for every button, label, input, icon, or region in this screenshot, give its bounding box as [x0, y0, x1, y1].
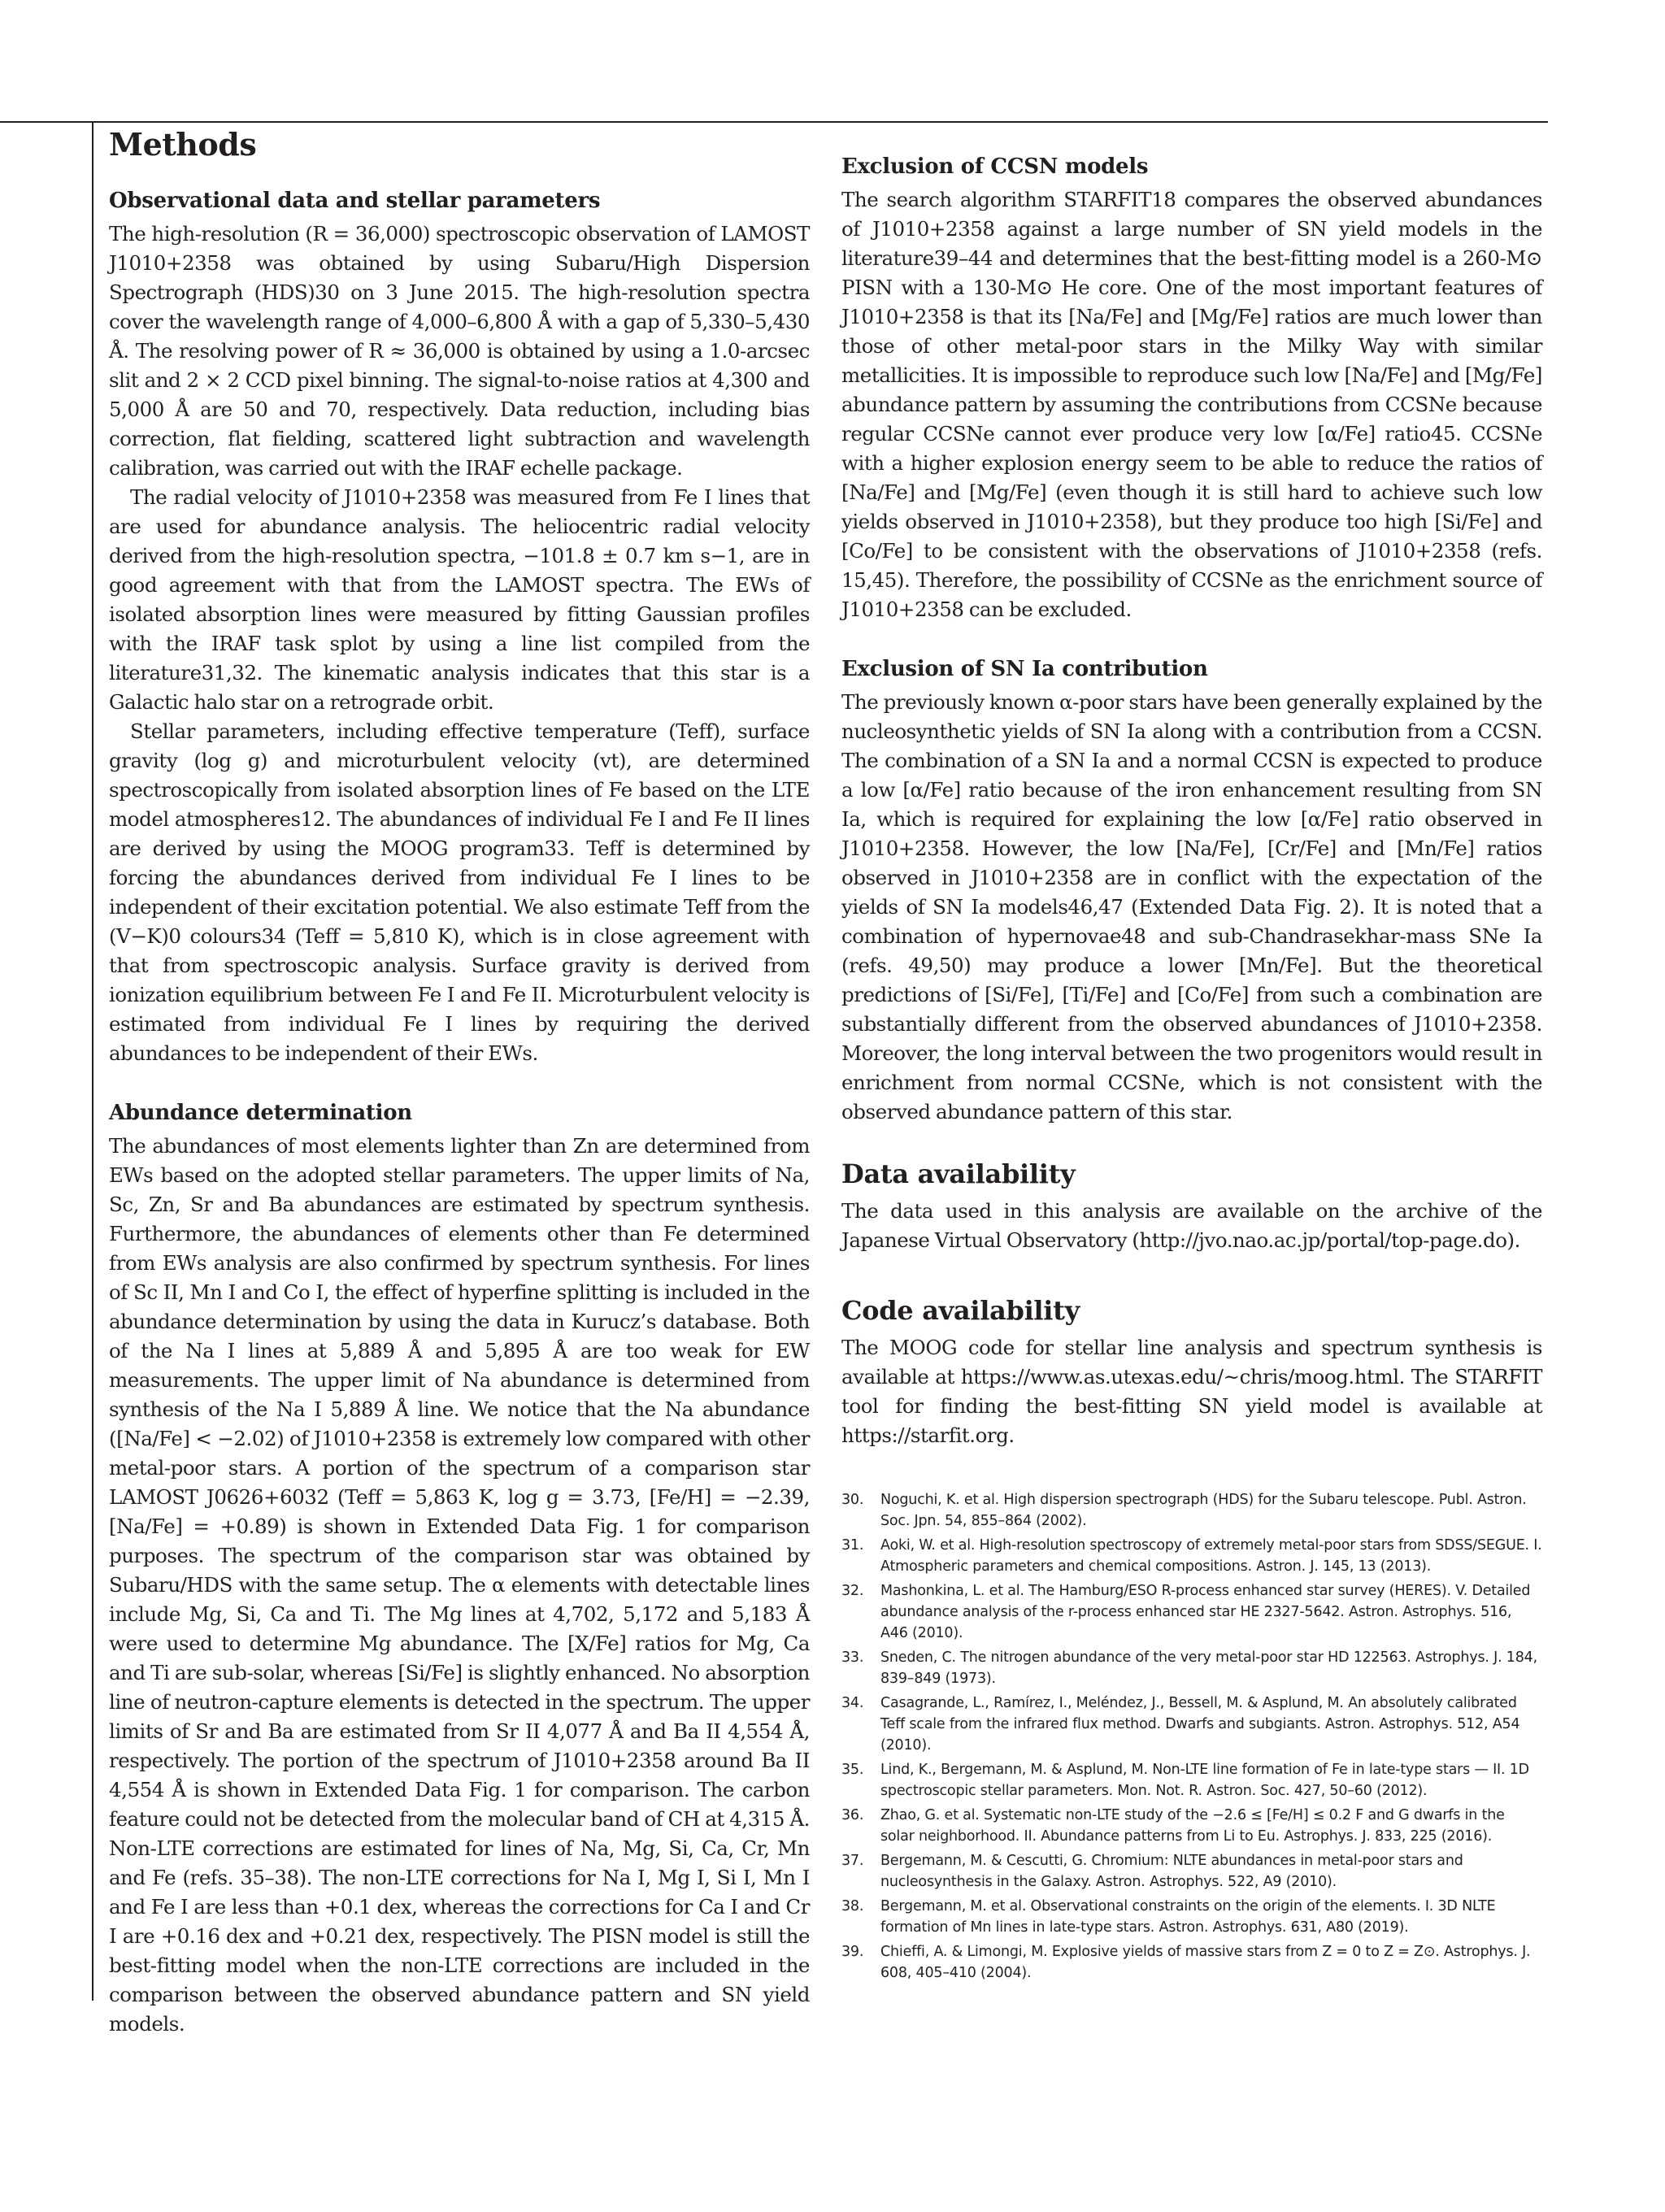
- reference-text: Bergemann, M. et al. Observational constraints on the origin of the elements. I. 3D NLTE formation of Mn lines in late-type stars. Astron. Astrophys. 631, A80 (2019).: [880, 1898, 1496, 1936]
- reference-number: 37.: [841, 1853, 864, 1869]
- paragraph: Stellar parameters, including effective temperature (Teff), surface gravity (log g) and microturbulent velocity (vt), are determined spectroscopically from isolated absorption lines of Fe based on the LTE model atmospheres12. The abundances of individual Fe I and Fe II lines are derived by using the MOOG program33. Teff is determined by forcing the abundances derived from individual Fe I lines to be independent of their excitation potential. We also estimate Teff from the (V−K)0 colours34 (Teff = 5,810 K), which is in close agreement with that from spectroscopic analysis. Surface gravity is derived from ionization equilibrium between Fe I and Fe II. Microturbulent velocity is estimated from individual Fe I lines by requiring the derived abundances to be independent of their EWs.: [109, 719, 810, 1065]
- left-column: [109, 122, 810, 2070]
- reference-text: Zhao, G. et al. Systematic non-LTE study of the −2.6 ≤ [Fe/H] ≤ 0.2 F and G dwarfs in the solar neighborhood. II. Abundance patterns from Li to Eu. Astrophys. J. 833, 225 (2016).: [880, 1807, 1505, 1845]
- reference-item: [841, 1647, 1542, 1689]
- right-column: [841, 153, 1542, 1987]
- reference-item: [841, 1535, 1542, 1577]
- section-heading: Observational data and stellar parameters: [109, 189, 601, 213]
- margin-rule: [92, 123, 93, 2001]
- reference-list: [841, 1489, 1542, 1984]
- reference-number: 34.: [841, 1695, 864, 1711]
- reference-item: [841, 1580, 1542, 1644]
- reference-text: Sneden, C. The nitrogen abundance of the very metal-poor star HD 122563. Astrophys. J. 184, 839–849 (1973).: [880, 1649, 1537, 1687]
- reference-number: 39.: [841, 1944, 864, 1960]
- paragraph: The previously known α-poor stars have been generally explained by the nucleosynthetic yields of SN Ia along with a contribution from a CCSN. The combination of a SN Ia and a normal CCSN is expected to produce a low [α/Fe] ratio because of the iron enhancement resulting from SN Ia, which is required for explaining the low [α/Fe] ratio observed in J1010+2358. However, the low [Na/Fe], [Cr/Fe] and [Mn/Fe] ratios observed in J1010+2358 are in conflict with the expectation of the yields of SN Ia models46,47 (Extended Data Fig. 2). It is noted that a combination of hypernovae48 and sub-Chandrasekhar-mass SNe Ia (refs. 49,50) may produce a lower [Mn/Fe]. But the theoretical predictions of [Si/Fe], [Ti/Fe] and [Co/Fe] from such a combination are substantially different from the observed abundances of J1010+2358. Moreover, the long interval between the two progenitors would result in enrichment from normal CCSNe, which is not consistent with the observed abundance pattern of this star.: [841, 690, 1542, 1123]
- page-title: Methods: [109, 126, 257, 163]
- section-exclusion-sn-ia: [841, 655, 1542, 1127]
- reference-number: 36.: [841, 1807, 864, 1823]
- reference-text: Lind, K., Bergemann, M. & Asplund, M. Non-LTE line formation of Fe in late-type stars — II. 1D spectroscopic stellar parameters. Mon. Not. R. Astron. Soc. 427, 50–60 (2012).: [880, 1762, 1529, 1799]
- paragraph: The search algorithm STARFIT18 compares the observed abundances of J1010+2358 against a large number of SN yield models in the literature39–44 and determines that the best-fitting model is a 260-M⊙ PISN with a 130-M⊙ He core. One of the most important features of J1010+2358 is that its [Na/Fe] and [Mg/Fe] ratios are much lower than those of other metal-poor stars in the Milky Way with similar metallicities. It is impossible to reproduce such low [Na/Fe] and [Mg/Fe] abundance pattern by assuming the contributions from CCSNe because regular CCSNe cannot ever produce very low [α/Fe] ratio45. CCSNe with a higher explosion energy seem to be able to reduce the ratios of [Na/Fe] and [Mg/Fe] (even though it is still hard to achieve such low yields observed in J1010+2358), but they produce too high [Si/Fe] and [Co/Fe] to be consistent with the observations of J1010+2358 (refs. 15,45). Therefore, the possibility of CCSNe as the enrichment source of J1010+2358 can be excluded.: [841, 188, 1542, 621]
- paragraph: The abundances of most elements lighter than Zn are determined from EWs based on the adopted stellar parameters. The upper limits of Na, Sc, Zn, Sr and Ba abundances are estimated by spectrum synthesis. Furthermore, the abundances of elements other than Fe determined from EWs analysis are also confirmed by spectrum synthesis. For lines of Sc II, Mn I and Co I, the effect of hyperfine splitting is included in the abundance determination by using the data in Kurucz’s database. Both of the Na I lines at 5,889 Å and 5,895 Å are too weak for EW measurements. The upper limit of Na abundance is determined from synthesis of the Na I 5,889 Å line. We notice that the Na abundance ([Na/Fe] < −2.02) of J1010+2358 is extremely low compared with other metal-poor stars. A portion of the spectrum of a comparison star LAMOST J0626+6032 (Teff = 5,863 K, log g = 3.73, [Fe/H] = −2.39, [Na/Fe] = +0.89) is shown in Extended Data Fig. 1 for comparison purposes. The spectrum of the comparison star was obtained by Subaru/HDS with the same setup. The α elements with detectable lines include Mg, Si, Ca and Ti. The Mg lines at 4,702, 5,172 and 5,183 Å were used to determine Mg abundance. The [X/Fe] ratios for Mg, Ca and Ti are sub-solar, whereas [Si/Fe] is slightly enhanced. No absorption line of neutron-capture elements is detected in the spectrum. The upper limits of Sr and Ba are estimated from Sr II 4,077 Å and Ba II 4,554 Å, respectively. The portion of the spectrum of J1010+2358 around Ba II 4,554 Å is shown in Extended Data Fig. 1 for comparison. The carbon feature could not be detected from the molecular band of CH at 4,315 Å. Non-LTE corrections are estimated for lines of Na, Mg, Si, Ca, Cr, Mn and Fe (refs. 35–38). The non-LTE corrections for Na I, Mg I, Si I, Mn I and Fe I are less than +0.1 dex, whereas the corrections for Ca I and Cr I are +0.16 dex and +0.21 dex, respectively. The PISN model is still the best-fitting model when the non-LTE corrections are included in the comparison between the observed abundance pattern and SN yield models.: [109, 1134, 810, 2036]
- reference-item: [841, 1759, 1542, 1801]
- section-heading: Code availability: [841, 1295, 1080, 1326]
- reference-item: [841, 1896, 1542, 1938]
- reference-number: 32.: [841, 1583, 864, 1599]
- reference-text: Noguchi, K. et al. High dispersion spectrograph (HDS) for the Subaru telescope. Publ. Astron. Soc. Jpn. 54, 855–864 (2002).: [880, 1492, 1527, 1529]
- paragraph: The MOOG code for stellar line analysis and spectrum synthesis is available at https://www.as.utexas.edu/~chris/moog.html. The STARFIT tool for finding the best-fitting SN yield model is available at https://starfit.org.: [841, 1336, 1542, 1447]
- reference-item: [841, 1941, 1542, 1984]
- section-heading: Data availability: [841, 1158, 1076, 1189]
- paragraph: The high-resolution (R = 36,000) spectroscopic observation of LAMOST J1010+2358 was obtained by using Subaru/High Dispersion Spectrograph (HDS)30 on 3 June 2015. The high-resolution spectra cover the wavelength range of 4,000–6,800 Å with a gap of 5,330–5,430 Å. The resolving power of R ≈ 36,000 is obtained by using a 1.0-arcsec slit and 2 × 2 CCD pixel binning. The signal-to-noise ratios at 4,300 and 5,000 Å are 50 and 70, respectively. Data reduction, including bias correction, flat fielding, scattered light subtraction and wavelength calibration, was carried out with the IRAF echelle package.: [109, 222, 810, 480]
- paragraph: The data used in this analysis are available on the archive of the Japanese Virtual Observatory (http://jvo.nao.ac.jp/portal/top-page.do).: [841, 1199, 1542, 1252]
- section-heading: Abundance determination: [109, 1101, 412, 1125]
- reference-item: [841, 1489, 1542, 1532]
- reference-number: 30.: [841, 1492, 864, 1508]
- reference-number: 33.: [841, 1649, 864, 1666]
- section-heading: Exclusion of CCSN models: [841, 154, 1149, 179]
- reference-number: 31.: [841, 1537, 864, 1554]
- section-code-availability: [841, 1294, 1542, 1450]
- section-observational-data: [109, 187, 810, 1068]
- reference-text: Chieffi, A. & Limongi, M. Explosive yields of massive stars from Z = 0 to Z = Z⊙. Astrophys. J. 608, 405–410 (2004).: [880, 1944, 1531, 1981]
- section-heading: Exclusion of SN Ia contribution: [841, 657, 1208, 681]
- reference-text: Casagrande, L., Ramírez, I., Meléndez, J., Bessell, M. & Asplund, M. An absolutely calibrated Teff scale from the infrared flux method. Dwarfs and subgiants. Astron. Astrophys. 512, A54 (2010).: [880, 1695, 1520, 1754]
- section-exclusion-ccsn: [841, 153, 1542, 624]
- reference-number: 35.: [841, 1762, 864, 1778]
- reference-item: [841, 1850, 1542, 1893]
- reference-text: Aoki, W. et al. High-resolution spectroscopy of extremely metal-poor stars from SDSS/SEGUE. I. Atmospheric parameters and chemical compositions. Astron. J. 145, 13 (2013).: [880, 1537, 1542, 1575]
- section-abundance-determination: [109, 1099, 810, 2039]
- paragraph: The radial velocity of J1010+2358 was measured from Fe I lines that are used for abundance analysis. The heliocentric radial velocity derived from the high-resolution spectra, −101.8 ± 0.7 km s−1, are in good agreement with that from the LAMOST spectra. The EWs of isolated absorption lines were measured by fitting Gaussian profiles with the IRAF task splot by using a line list compiled from the literature31,32. The kinematic analysis indicates that this star is a Galactic halo star on a retrograde orbit.: [109, 485, 810, 714]
- reference-item: [841, 1805, 1542, 1847]
- reference-number: 38.: [841, 1898, 864, 1914]
- reference-text: Mashonkina, L. et al. The Hamburg/ESO R-process enhanced star survey (HERES). V. Detailed abundance analysis of the r-process enhanced star HE 2327-5642. Astron. Astrophys. 516, A46 (2010).: [880, 1583, 1531, 1641]
- reference-item: [841, 1693, 1542, 1756]
- reference-text: Bergemann, M. & Cescutti, G. Chromium: NLTE abundances in metal-poor stars and nucleosynthesis in the Galaxy. Astron. Astrophys. 522, A9 (2010).: [880, 1853, 1463, 1890]
- section-data-availability: [841, 1158, 1542, 1255]
